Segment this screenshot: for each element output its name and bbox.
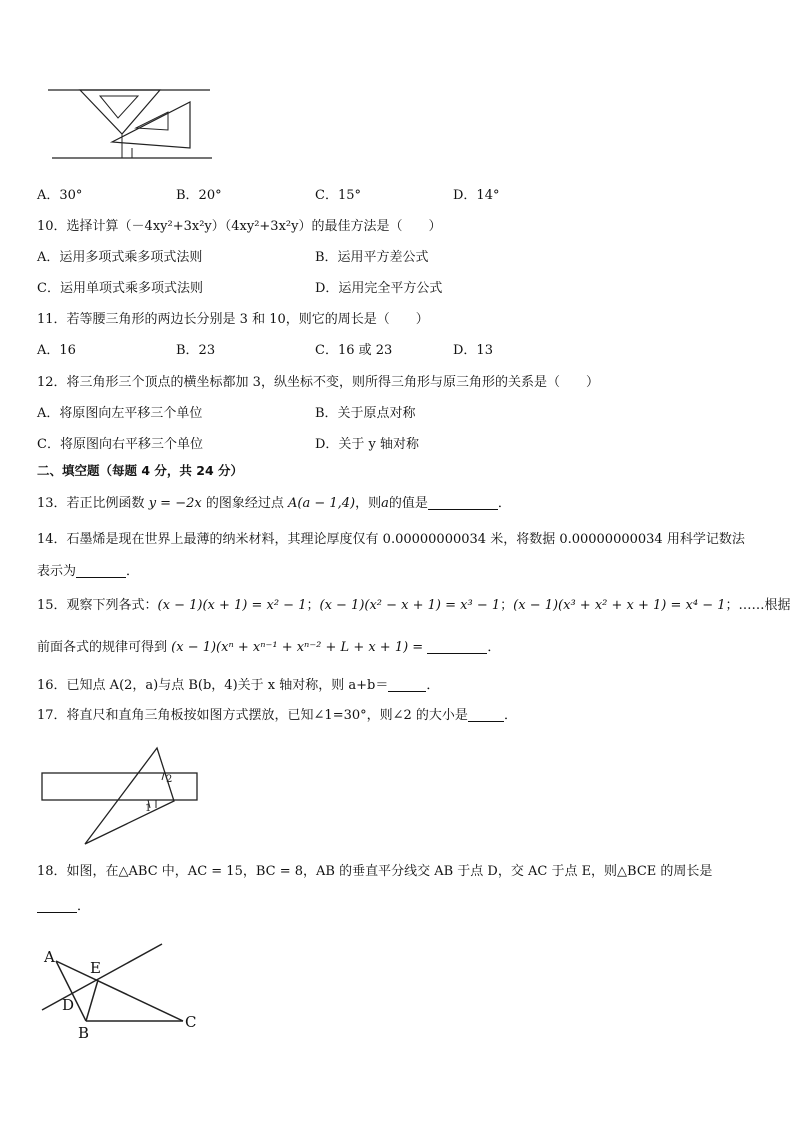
q15-eq4: (x − 1)(xⁿ + xⁿ⁻¹ + xⁿ⁻² + L + x + 1) =: [171, 640, 424, 655]
q13-pre: 13．若正比例函数: [37, 496, 145, 511]
q16-answer-blank[interactable]: [388, 677, 426, 692]
q17: 17．将直尺和直角三角板按如图方式摆放，已知∠1=30°，则∠2 的大小是 ．: [37, 708, 517, 723]
section-heading-fill-in: 二、填空题（每题 4 分，共 24 分）: [37, 463, 244, 478]
q12-option-a: A．将原图向左平移三个单位: [37, 406, 203, 421]
q17-angle-1-label: 1: [145, 803, 152, 814]
q9-figure: [40, 84, 220, 164]
q9-option-c: C．15°: [315, 188, 361, 203]
q18-figure: [38, 938, 218, 1043]
q13-point: A(a − 1,4): [287, 496, 356, 511]
q13-mid: 的图象经过点: [205, 496, 284, 511]
q9-option-a: A．30°: [37, 188, 83, 203]
q10-option-b: B．运用平方差公式: [315, 250, 429, 265]
q16-text: 16．已知点 A(2，a)与点 B(b，4)关于 x 轴对称，则 a+b＝: [37, 678, 389, 693]
q14-line2-text: 表示为: [37, 564, 77, 579]
q11-option-b: B．23: [176, 343, 216, 358]
q10-option-d: D．运用完全平方公式: [315, 281, 443, 296]
q18-label-a: A: [44, 948, 55, 966]
q12-option-b: B．关于原点对称: [315, 406, 416, 421]
q12-stem: 12．将三角形三个顶点的横坐标都加 3，纵坐标不变，则所得三角形与原三角形的关系是（ ）: [37, 375, 599, 390]
q14-line1: 14．石墨烯是现在世界上最薄的纳米材料，其理论厚度仅有 0.00000000034 米，将数据 0.00000000034 用科学记数法: [37, 532, 745, 547]
q12-option-c: C．将原图向右平移三个单位: [37, 437, 203, 452]
q11-option-c: C．16 或 23: [315, 343, 393, 358]
q10-stem: 10．选择计算（－4xy²+3x²y）（4xy²+3x²y）的最佳方法是（ ）: [37, 219, 442, 234]
q11-stem: 11．若等腰三角形的两边长分别是 3 和 10，则它的周长是（ ）: [37, 312, 429, 327]
q13-end: 的值是: [388, 496, 428, 511]
q14-answer-blank[interactable]: [76, 563, 126, 578]
q18-label-e: E: [90, 959, 101, 977]
q18-line1: 18．如图，在△ABC 中，AC = 15，BC = 8，AB 的垂直平分线交 AB 于点 D，交 AC 于点 E，则△BCE 的周长是: [37, 864, 713, 879]
q17-figure: [38, 744, 208, 850]
q13-function: y = −2x: [148, 496, 202, 511]
q9-option-d: D．14°: [453, 188, 500, 203]
q13: 13．若正比例函数 y = −2x 的图象经过点 A(a − 1,4)，则a的值是 ．: [37, 496, 511, 511]
q10-option-c: C．运用单项式乘多项式法则: [37, 281, 203, 296]
q11-option-a: A．16: [37, 343, 76, 358]
q18-label-d: D: [62, 996, 75, 1014]
q15-eq3: (x − 1)(x³ + x² + x + 1) = x⁴ − 1: [513, 598, 726, 613]
q17-answer-blank[interactable]: [468, 707, 504, 722]
q15-eq1: (x − 1)(x + 1) = x² − 1: [157, 598, 307, 613]
q11-option-d: D．13: [453, 343, 493, 358]
q15-line2: 前面各式的规律可得到 (x − 1)(xⁿ + xⁿ⁻¹ + xⁿ⁻² + L + x + 1) = ．: [37, 640, 501, 655]
q16: 16．已知点 A(2，a)与点 B(b，4)关于 x 轴对称，则 a+b＝ ．: [37, 678, 440, 693]
q14-line2: 表示为 ．: [37, 564, 140, 579]
q9-option-b: B．20°: [176, 188, 222, 203]
q18-label-c: C: [185, 1013, 197, 1031]
q17-text: 17．将直尺和直角三角板按如图方式摆放，已知∠1=30°，则∠2 的大小是: [37, 708, 468, 723]
q18-answer-blank[interactable]: [37, 898, 77, 913]
q15-line2-pre: 前面各式的规律可得到: [37, 640, 168, 655]
q17-angle-2-label: 2: [166, 774, 173, 785]
q15-eq2: (x − 1)(x² − x + 1) = x³ − 1: [319, 598, 501, 613]
q18-line2: [37, 897, 90, 917]
q15-answer-blank[interactable]: [427, 639, 487, 654]
q18-end: ．: [77, 899, 91, 914]
q10-option-a: A．运用多项式乘多项式法则: [37, 250, 203, 265]
q13-answer-blank[interactable]: [428, 495, 498, 510]
q13-var: a: [381, 496, 389, 511]
q13-post: ，则: [355, 496, 382, 511]
q15-line1: 15．观察下列各式：(x − 1)(x + 1) = x² − 1；(x − 1)(x² − x + 1) = x³ − 1；(x − 1)(x³ + x² + x + 1) = x⁴ − 1；……根据: [37, 598, 791, 613]
q18-label-b: B: [78, 1024, 90, 1042]
q12-option-d: D．关于 y 轴对称: [315, 437, 420, 452]
q15-pre: 15．观察下列各式：: [37, 598, 158, 613]
q15-post: ；……根据: [725, 598, 791, 613]
